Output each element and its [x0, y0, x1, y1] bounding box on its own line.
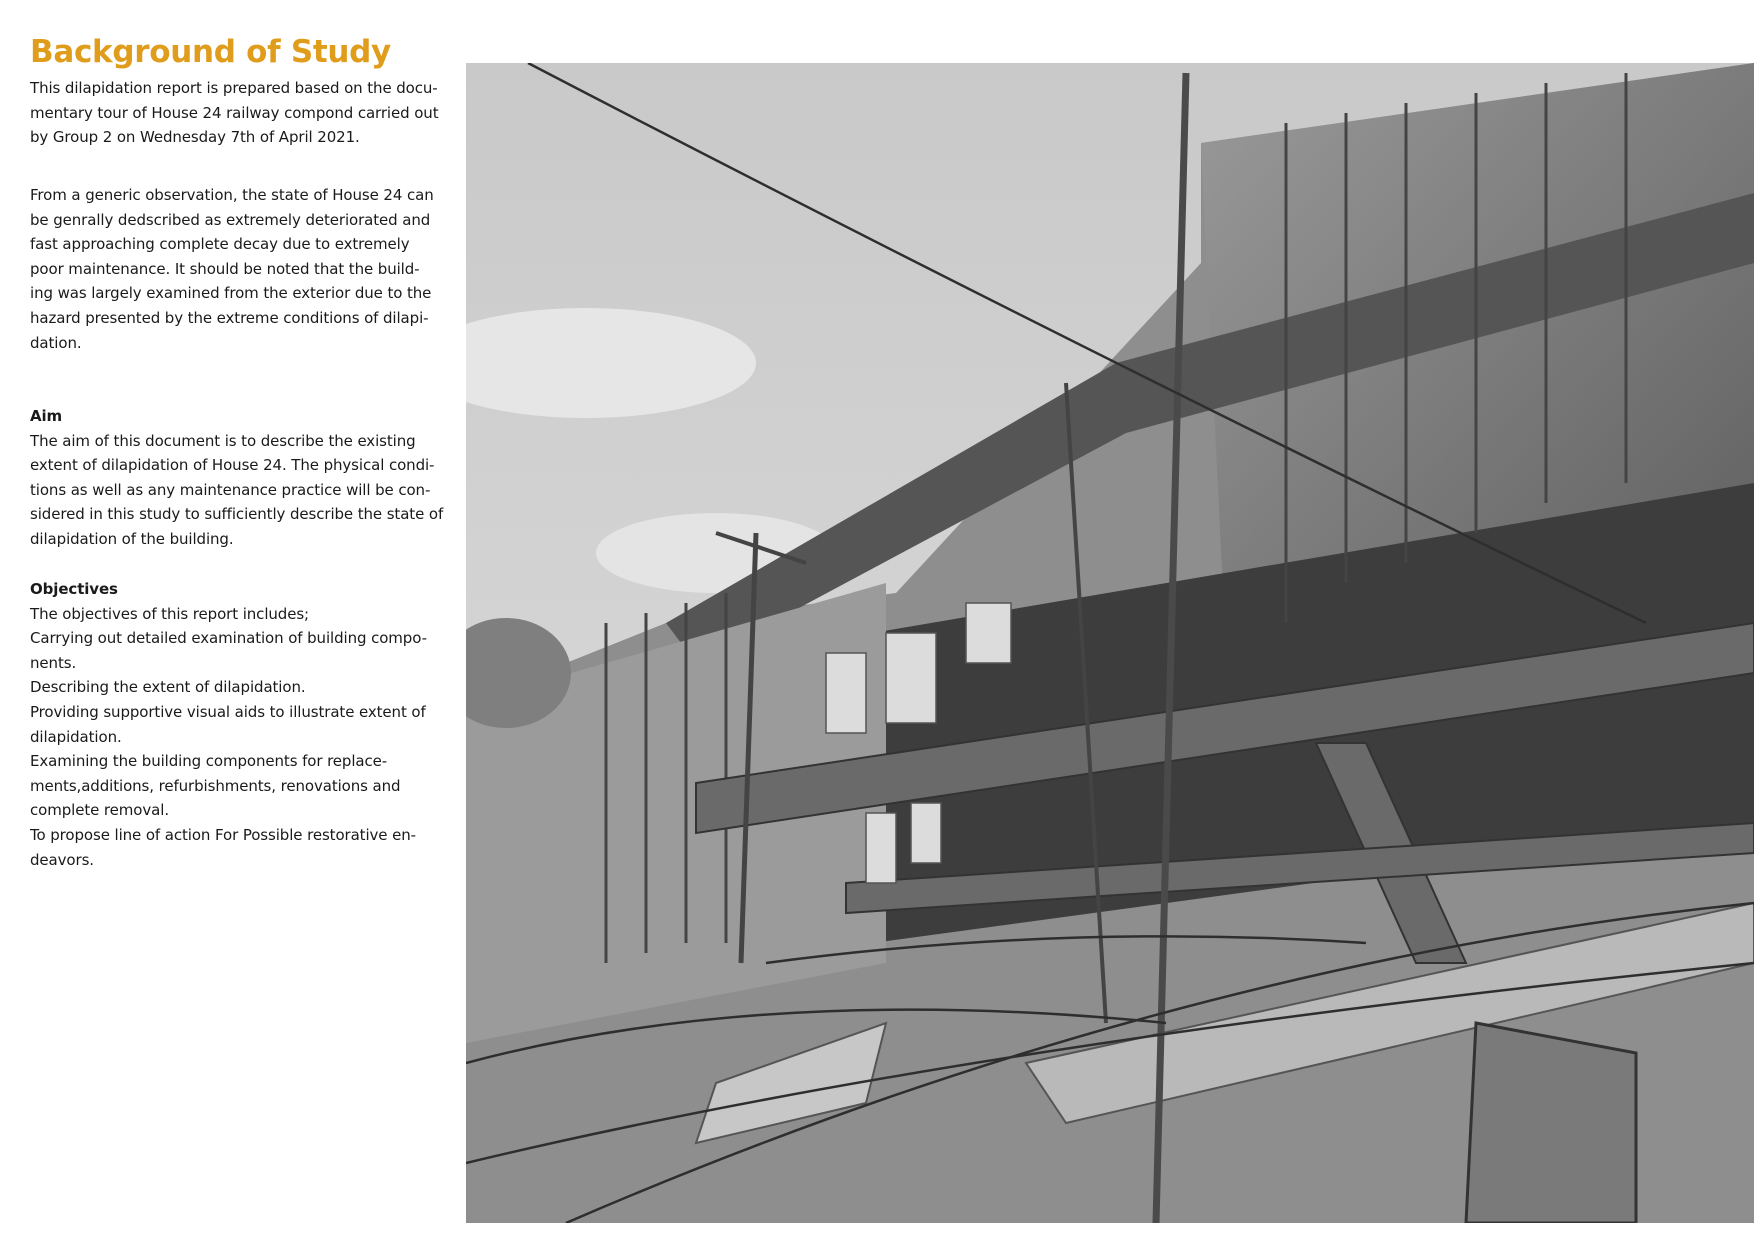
- text-line: The aim of this document is to describe the existing: [30, 431, 416, 450]
- aim-heading: Aim: [30, 407, 63, 425]
- text-line: dilapidation.: [30, 727, 122, 746]
- text-line: mentary tour of House 24 railway compond carried out: [30, 103, 439, 122]
- text-line: complete removal.: [30, 801, 169, 820]
- text-line: From a generic observation, the state of House 24 can: [30, 186, 434, 204]
- intro-paragraph-2: [30, 183, 450, 355]
- objectives-heading: Objectives: [30, 580, 118, 598]
- text-line: deavors.: [30, 850, 94, 869]
- text-line: fast approaching complete decay due to extremely: [30, 235, 410, 254]
- text-line: ments,additions, refurbishments, renovations and: [30, 776, 401, 795]
- text-line: extent of dilapidation of House 24. The physical condi-: [30, 456, 435, 475]
- text-line: dilapidation of the building.: [30, 529, 234, 548]
- text-line: This dilapidation report is prepared based on the docu-: [30, 79, 438, 97]
- text-line: Describing the extent of dilapidation.: [30, 678, 306, 697]
- text-line: Providing supportive visual aids to illustrate extent of: [30, 702, 426, 721]
- text-line: nents.: [30, 653, 77, 672]
- text-line: poor maintenance. It should be noted that the build-: [30, 259, 420, 278]
- text-line: dation.: [30, 333, 82, 352]
- text-line: tions as well as any maintenance practice will be con-: [30, 480, 431, 499]
- text-line: To propose line of action For Possible restorative en-: [30, 825, 416, 844]
- text-line: hazard presented by the extreme conditions of dilapi-: [30, 308, 429, 327]
- intro-paragraph-1: [30, 76, 450, 150]
- text-line: by Group 2 on Wednesday 7th of April 2021.: [30, 128, 360, 147]
- text-line: The objectives of this report includes;: [30, 604, 310, 623]
- objectives-section: [30, 577, 450, 872]
- text-line: ing was largely examined from the exterior due to the: [30, 284, 432, 303]
- page-title: Background of Study: [30, 34, 391, 70]
- aim-section: [30, 404, 450, 552]
- text-line: be genrally dedscribed as extremely deteriorated and: [30, 210, 431, 229]
- text-line: Carrying out detailed examination of building compo-: [30, 629, 427, 648]
- text-line: sidered in this study to sufficiently describe the state of: [30, 505, 444, 524]
- dilapidated-building-photo: [466, 63, 1754, 1223]
- text-line: Examining the building components for replace-: [30, 752, 388, 771]
- shed-door: [1466, 1023, 1636, 1223]
